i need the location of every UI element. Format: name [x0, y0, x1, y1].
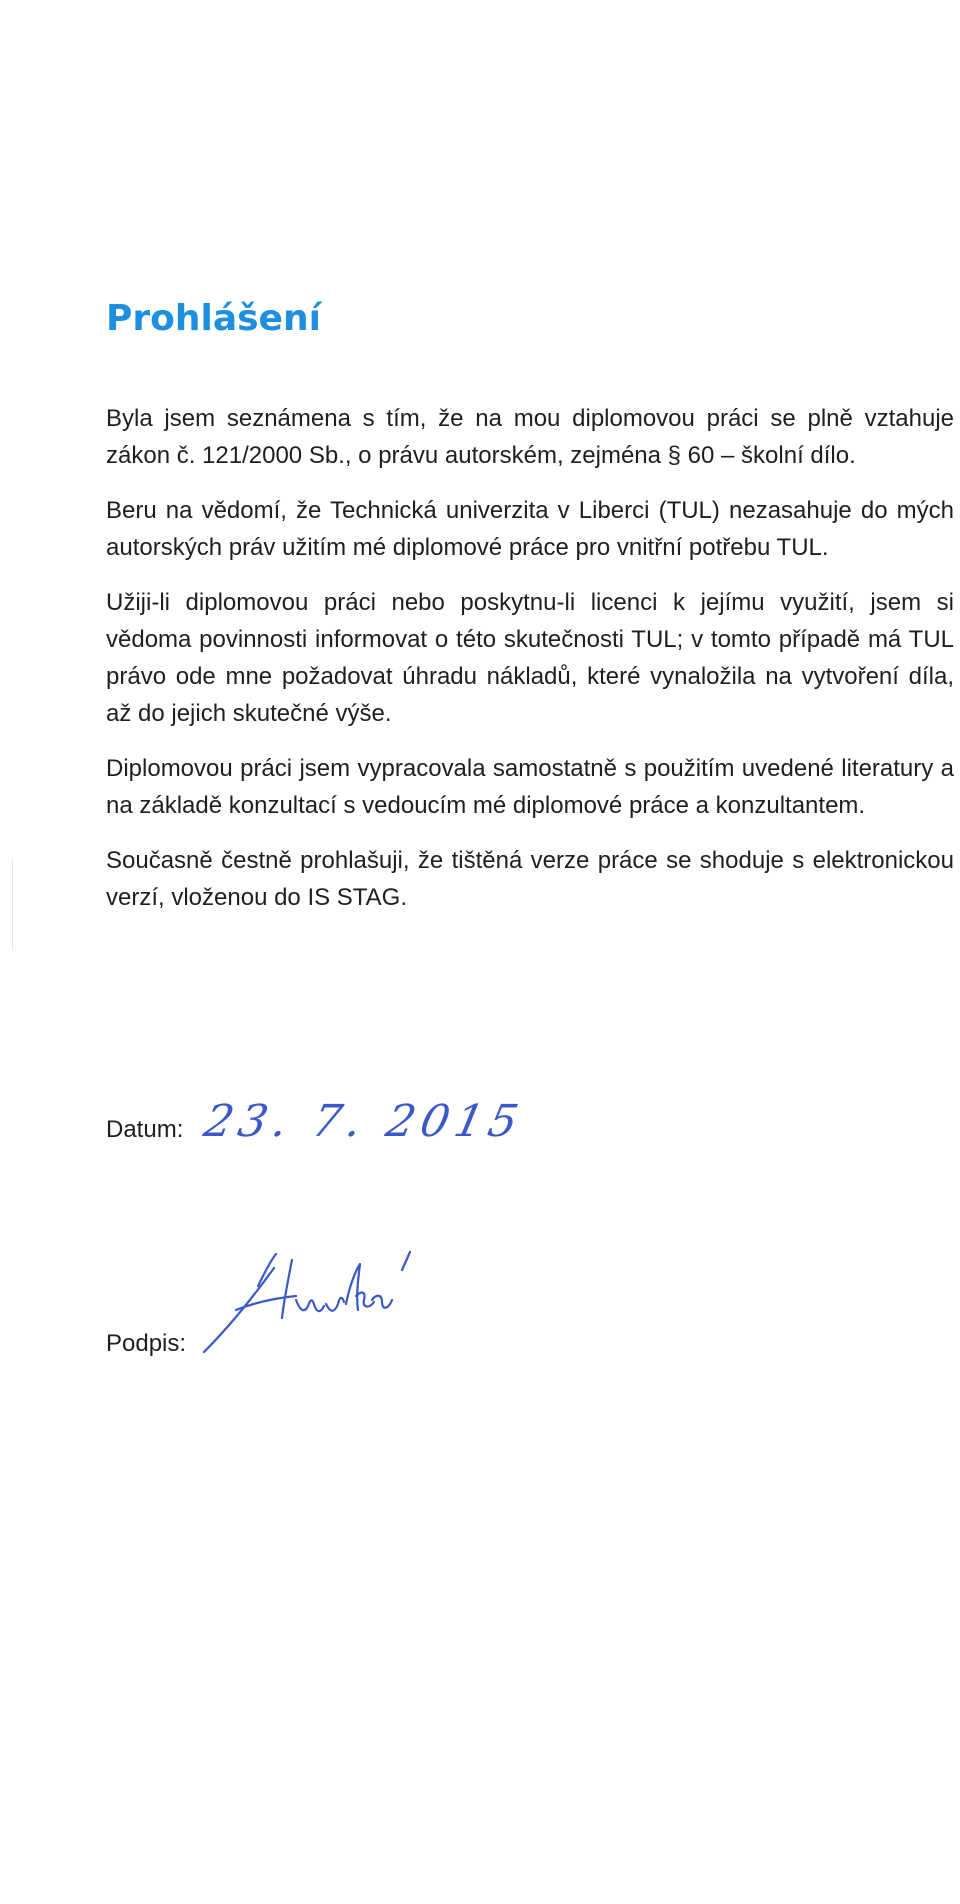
paragraph-license-obligation: Užiji-li diplomovou práci nebo poskytnu-li licenci k jejímu využití, jsem si vědoma povinnosti informovat o této skutečnosti TUL; v tomto případě má TUL právo ode mne požadovat úhradu nákladů, které vynaložila na vytvoření díla, až do jejich skutečné výše. [106, 589, 954, 727]
signature-row [106, 1240, 436, 1360]
date-row [106, 1096, 529, 1147]
handwritten-date: 23. 7. 2015 [200, 1096, 529, 1147]
scan-artifact-line [12, 860, 13, 950]
paragraph-print-electronic-match: Současně čestně prohlašuji, že tištěná verze práce se shoduje s elektronickou verzí, vloženou do IS STAG. [106, 847, 954, 911]
page-title: Prohlášení [106, 298, 321, 339]
date-label: Datum: [106, 1116, 184, 1143]
declaration-body [106, 400, 954, 934]
signature-label: Podpis: [106, 1330, 187, 1357]
paragraph-independent-work: Diplomovou práci jsem vypracovala samostatně s použitím uvedené literatury a na základě konzultací s vedoucím mé diplomové práce a konzultantem. [106, 755, 954, 819]
paragraph-copyright-law: Byla jsem seznámena s tím, že na mou diplomovou práci se plně vztahuje zákon č. 121/2000 Sb., o právu autorském, zejména § 60 – školní dílo. [106, 405, 954, 469]
handwritten-signature [196, 1240, 436, 1360]
paragraph-tul-rights: Beru na vědomí, že Technická univerzita v Liberci (TUL) nezasahuje do mých autorských práv užitím mé diplomové práce pro vnitřní potřebu TUL. [106, 497, 954, 561]
